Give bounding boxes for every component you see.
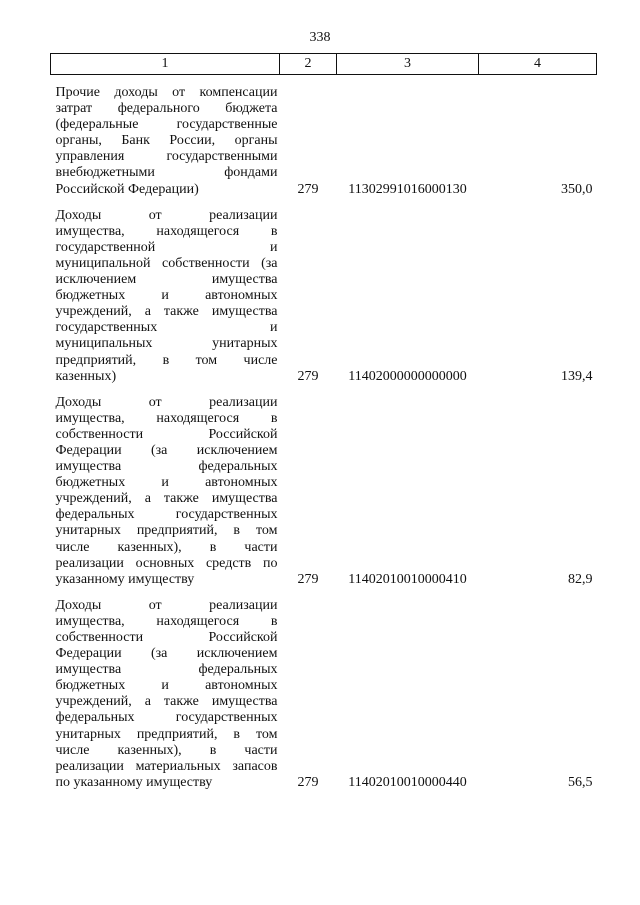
revenue-table <box>50 53 597 791</box>
row-name-line: собственности Российской <box>55 426 278 442</box>
row-amount: 139,4 <box>561 368 593 384</box>
row-classification-code: 11302991016000130 <box>348 181 467 197</box>
table-header-row <box>51 54 597 75</box>
row-name-line: управления государственными <box>55 149 278 165</box>
row-classification-code: 11402010010000440 <box>348 774 467 790</box>
row-name-line: исключением имущества <box>55 272 278 288</box>
row-name-line: Федерации (за исключением <box>55 442 278 458</box>
row-name-line: государственных и <box>55 320 278 336</box>
row-name-line: числе казенных), в части <box>55 539 278 555</box>
row-name-line: муниципальной собственности (за <box>55 255 278 271</box>
row-name-line: унитарных предприятий, в том <box>55 726 278 742</box>
row-name-line: Доходы от реализации <box>55 394 278 410</box>
row-name-line: федеральных государственных <box>55 710 278 726</box>
row-name-line: имущества, находящегося в <box>55 613 278 629</box>
row-name-line: унитарных предприятий, в том <box>55 523 278 539</box>
row-name-line: бюджетных и автономных <box>55 475 278 491</box>
row-name-line: собственности Российской <box>55 630 278 645</box>
row-name-line: имущества федеральных <box>55 459 278 475</box>
row-admin-code: 279 <box>297 774 319 790</box>
row-classification-code: 11402000000000000 <box>348 368 467 384</box>
table-row <box>51 385 597 588</box>
row-name-line: предприятий, в том числе <box>55 352 278 368</box>
column-header-3: 3 <box>337 54 479 75</box>
row-admin-code: 279 <box>297 571 319 587</box>
row-amount: 350,0 <box>561 181 593 197</box>
row-name-line: муниципальных унитарных <box>55 336 278 352</box>
row-name-line: бюджетных и автономных <box>55 678 278 694</box>
row-name-line: имущества, находящегося в <box>55 223 278 239</box>
row-name-line: Российской Федерации) <box>55 181 199 197</box>
row-name-line: казенных) <box>55 368 117 384</box>
page-number: 338 <box>309 30 331 45</box>
table-body <box>51 75 597 791</box>
row-name-line: реализации основных средств по <box>55 555 278 571</box>
row-classification-code: 11402010010000410 <box>348 571 467 587</box>
row-name-line: числе казенных), в части <box>55 742 278 758</box>
row-name-cell <box>51 385 280 588</box>
table-row <box>51 588 597 791</box>
row-name-line: Доходы от реализации <box>55 597 278 613</box>
row-name-line: Федерации (за исключением <box>55 646 278 662</box>
column-header-2: 2 <box>280 54 337 75</box>
row-name-line: органы, Банк России, органы <box>55 133 278 149</box>
row-admin-code: 279 <box>297 181 319 197</box>
row-name-line: (федеральные государственные <box>55 117 278 133</box>
row-name-cell <box>51 198 280 385</box>
row-name-line: затрат федерального бюджета <box>55 101 278 117</box>
row-amount: 56,5 <box>568 774 593 790</box>
row-name-line: имущества, находящегося в <box>55 410 278 426</box>
column-header-4: 4 <box>479 54 597 75</box>
row-amount: 82,9 <box>568 571 593 587</box>
column-header-1: 1 <box>51 54 280 75</box>
row-name-line: учреждений, а также имущества <box>55 491 278 507</box>
row-name-line: учреждений, а также имущества <box>55 694 278 710</box>
table-row <box>51 198 597 385</box>
row-admin-code: 279 <box>297 368 319 384</box>
row-name-line: указанному имуществу <box>55 571 195 587</box>
row-name-line: реализации материальных запасов <box>55 758 278 774</box>
row-name-line: Доходы от реализации <box>55 207 278 223</box>
table-row <box>51 75 597 198</box>
row-name-line: бюджетных и автономных <box>55 288 278 304</box>
row-name-cell <box>51 75 280 198</box>
row-name-line: Прочие доходы от компенсации <box>55 85 278 100</box>
row-name-cell <box>51 588 280 791</box>
row-name-line: государственной и <box>55 239 278 255</box>
row-name-line: внебюджетными фондами <box>55 165 278 181</box>
row-name-line: имущества федеральных <box>55 662 278 678</box>
row-name-line: учреждений, а также имущества <box>55 304 278 320</box>
row-name-line: по указанному имуществу <box>55 774 213 790</box>
row-name-line: федеральных государственных <box>55 507 278 523</box>
